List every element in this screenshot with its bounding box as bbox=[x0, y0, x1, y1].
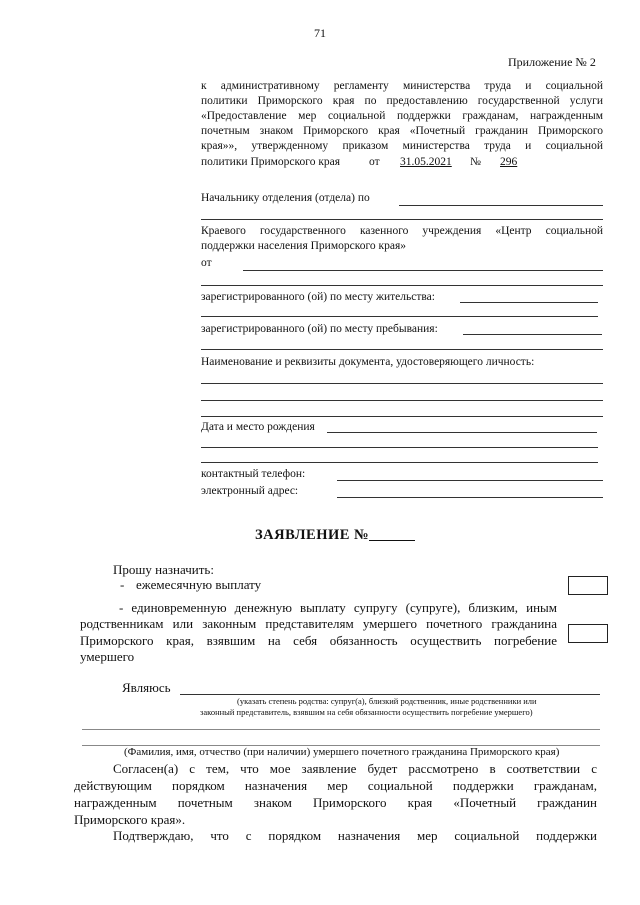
option-dash: - bbox=[120, 577, 125, 592]
order-number-sign: № bbox=[470, 156, 481, 168]
lump-sum-payment-checkbox[interactable] bbox=[568, 624, 608, 643]
relation-caption: (указать степень родства: супруг(а), близкий родственник, иные родственники или bbox=[237, 696, 537, 706]
lump-sum-payment-label: - единовременную денежную выплату супругу (супруге), близким, иным bbox=[119, 600, 557, 615]
residence-field-continued[interactable] bbox=[201, 316, 598, 317]
request-intro: Прошу назначить: bbox=[113, 562, 214, 577]
lump-sum-payment-label: родственникам или законным представителям умершего почетного гражданина bbox=[80, 616, 557, 631]
relation-label: Являюсь bbox=[122, 680, 171, 695]
regulation-line: к административному регламенту министерства труда и социальной bbox=[201, 80, 603, 92]
id-document-label: Наименование и реквизиты документа, удостоверяющего личность: bbox=[201, 356, 535, 368]
application-title bbox=[255, 527, 415, 544]
stay-field[interactable] bbox=[463, 334, 602, 335]
consent-text: награжденным почетным знаком Приморского края «Почетный гражданин bbox=[74, 795, 597, 810]
application-number-field[interactable] bbox=[369, 540, 415, 541]
page-number: 71 bbox=[314, 26, 326, 40]
institution-line: Краевого государственного казенного учреждения «Центр социальной bbox=[201, 225, 603, 237]
from-label: от bbox=[201, 257, 212, 269]
regulation-line: края»», утвержденному приказом министерства труда и социальной bbox=[201, 140, 603, 152]
registered-stay-label: зарегистрированного (ой) по месту пребывания: bbox=[201, 323, 438, 335]
monthly-payment-checkbox[interactable] bbox=[568, 576, 608, 595]
relation-caption: законный представитель, взявшим на себя обязанности осуществить погребение умершего) bbox=[200, 707, 533, 717]
monthly-payment-label: ежемесячную выплату bbox=[136, 577, 262, 592]
email-field[interactable] bbox=[337, 497, 603, 498]
order-date: 31.05.2021 bbox=[400, 156, 452, 168]
applicant-name-field-continued[interactable] bbox=[201, 285, 603, 286]
birth-field[interactable] bbox=[327, 432, 597, 433]
stay-field-continued[interactable] bbox=[201, 349, 603, 350]
department-field-continued[interactable] bbox=[201, 219, 603, 220]
regulation-line: политики Приморского края по предоставлению государственной услуги bbox=[201, 95, 603, 107]
regulation-line: почетным знаком Приморского края «Почетный гражданин Приморского bbox=[201, 125, 603, 137]
residence-field[interactable] bbox=[460, 302, 598, 303]
relation-field[interactable] bbox=[180, 694, 600, 695]
appendix-label: Приложение № 2 bbox=[508, 55, 596, 69]
lump-sum-payment-label: умершего bbox=[80, 649, 135, 664]
deceased-name-field[interactable] bbox=[82, 729, 600, 730]
regulation-line: политики Приморского края bbox=[201, 156, 341, 168]
phone-label: контактный телефон: bbox=[201, 468, 306, 480]
regulation-line: «Предоставление мер социальной поддержки гражданам, награжденным bbox=[201, 110, 603, 122]
department-field[interactable] bbox=[399, 205, 603, 206]
consent-text: Согласен(а) с тем, что мое заявление будет рассмотрено в соответствии с bbox=[113, 761, 597, 776]
consent-text: Приморского края». bbox=[74, 812, 186, 827]
institution-line: поддержки населения Приморского края» bbox=[201, 240, 406, 252]
id-document-field[interactable] bbox=[201, 416, 603, 417]
deceased-caption: (Фамилия, имя, отчество (при наличии) умершего почетного гражданина Приморского края) bbox=[124, 746, 560, 758]
email-label: электронный адрес: bbox=[201, 485, 299, 497]
phone-field[interactable] bbox=[337, 480, 603, 481]
birth-label: Дата и место рождения bbox=[201, 421, 315, 433]
lump-sum-payment-label: Приморского края, взявшим на себя обязанность осуществить погребение bbox=[80, 633, 557, 648]
confirm-text: Подтверждаю, что с порядком назначения мер социальной поддержки bbox=[113, 828, 597, 843]
id-document-field[interactable] bbox=[201, 383, 603, 384]
registered-residence-label: зарегистрированного (ой) по месту жительства: bbox=[201, 291, 435, 303]
order-number: 296 bbox=[500, 156, 518, 168]
consent-text: действующим порядком назначения мер социальной поддержки гражданам, bbox=[74, 778, 597, 793]
head-of-department-label: Начальнику отделения (отдела) по bbox=[201, 192, 370, 204]
birth-field-continued[interactable] bbox=[201, 447, 598, 448]
order-date-from: от bbox=[369, 156, 380, 168]
birth-field-continued[interactable] bbox=[201, 462, 598, 463]
application-title-text: ЗАЯВЛЕНИЕ № bbox=[255, 527, 370, 543]
id-document-field[interactable] bbox=[201, 400, 603, 401]
applicant-name-field[interactable] bbox=[243, 270, 603, 271]
